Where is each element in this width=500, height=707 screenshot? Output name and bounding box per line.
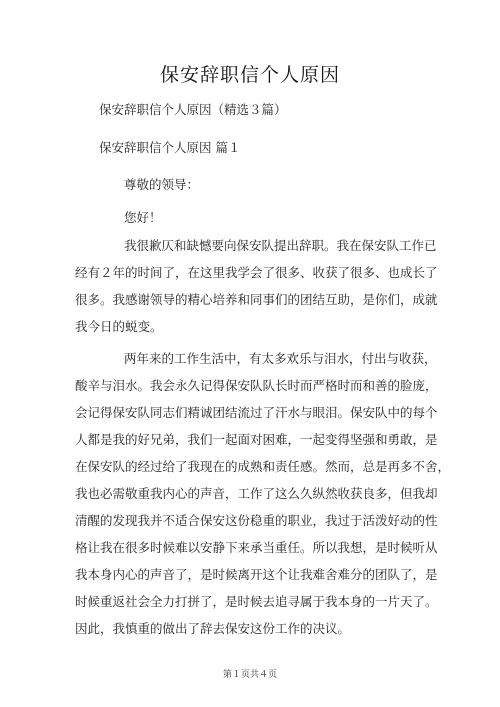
paragraph-line: 很多。我感谢领导的精心培养和同事们的团结互助，是你们，成就 (75, 292, 438, 307)
section-heading: 保安辞职信个人原因 篇１ (99, 140, 241, 155)
paragraph-line: 我也必需敬重我内心的声音，工作了这么久纵然收获良多，但我却 (75, 486, 438, 501)
paragraph-line: 因此，我慎重的做出了辞去保安这份工作的决议。 (75, 621, 351, 636)
paragraph-line: 在保安队的经过给了我现在的成熟和责任感。然而，总是再多不舍， (75, 459, 451, 474)
paragraph-line: 酸辛与泪水。我会永久记得保安队队长时而严格时而和善的脸庞， (75, 378, 438, 393)
paragraph-line: 清醒的发现我并不适合保安这份稳重的职业，我过于活泼好动的性 (75, 513, 438, 528)
document-title: 保安辞职信个人原因 (159, 64, 340, 86)
paragraph-line: 我很歉仄和缺憾要向保安队提出辞职。我在保安队工作已 (124, 238, 437, 253)
paragraph-line: 两年来的工作生活中，有太多欢乐与泪水，付出与收获， (124, 351, 437, 366)
greeting: 您好！ (124, 210, 162, 225)
subtitle: 保安辞职信个人原因（精选３篇） (99, 102, 287, 117)
paragraph-line: 格让我在很多时候难以安静下来承当重任。所以我想，是时候听从 (75, 540, 438, 555)
paragraph-line: 我今日的蜕变。 (75, 319, 163, 334)
paragraph-line: 我本身内心的声音了，是时候离开这个让我难舍难分的团队了，是 (75, 567, 438, 582)
paragraph-line: 经有２年的时间了，在这里我学会了很多、收获了很多、也成长了 (75, 265, 438, 280)
paragraph-line: 时候重返社会全力打拼了，是时候去追寻属于我本身的一片天了。 (75, 594, 438, 609)
salutation: 尊敬的领导： (124, 177, 200, 192)
paragraph-line: 会记得保安队同志们精诚团结流过了汗水与眼泪。保安队中的每个 (75, 405, 438, 420)
page-indicator: 第１页共４页 (222, 670, 277, 680)
paragraph-line: 人都是我的好兄弟，我们一起面对困难，一起变得坚强和勇敢，是 (75, 432, 438, 447)
